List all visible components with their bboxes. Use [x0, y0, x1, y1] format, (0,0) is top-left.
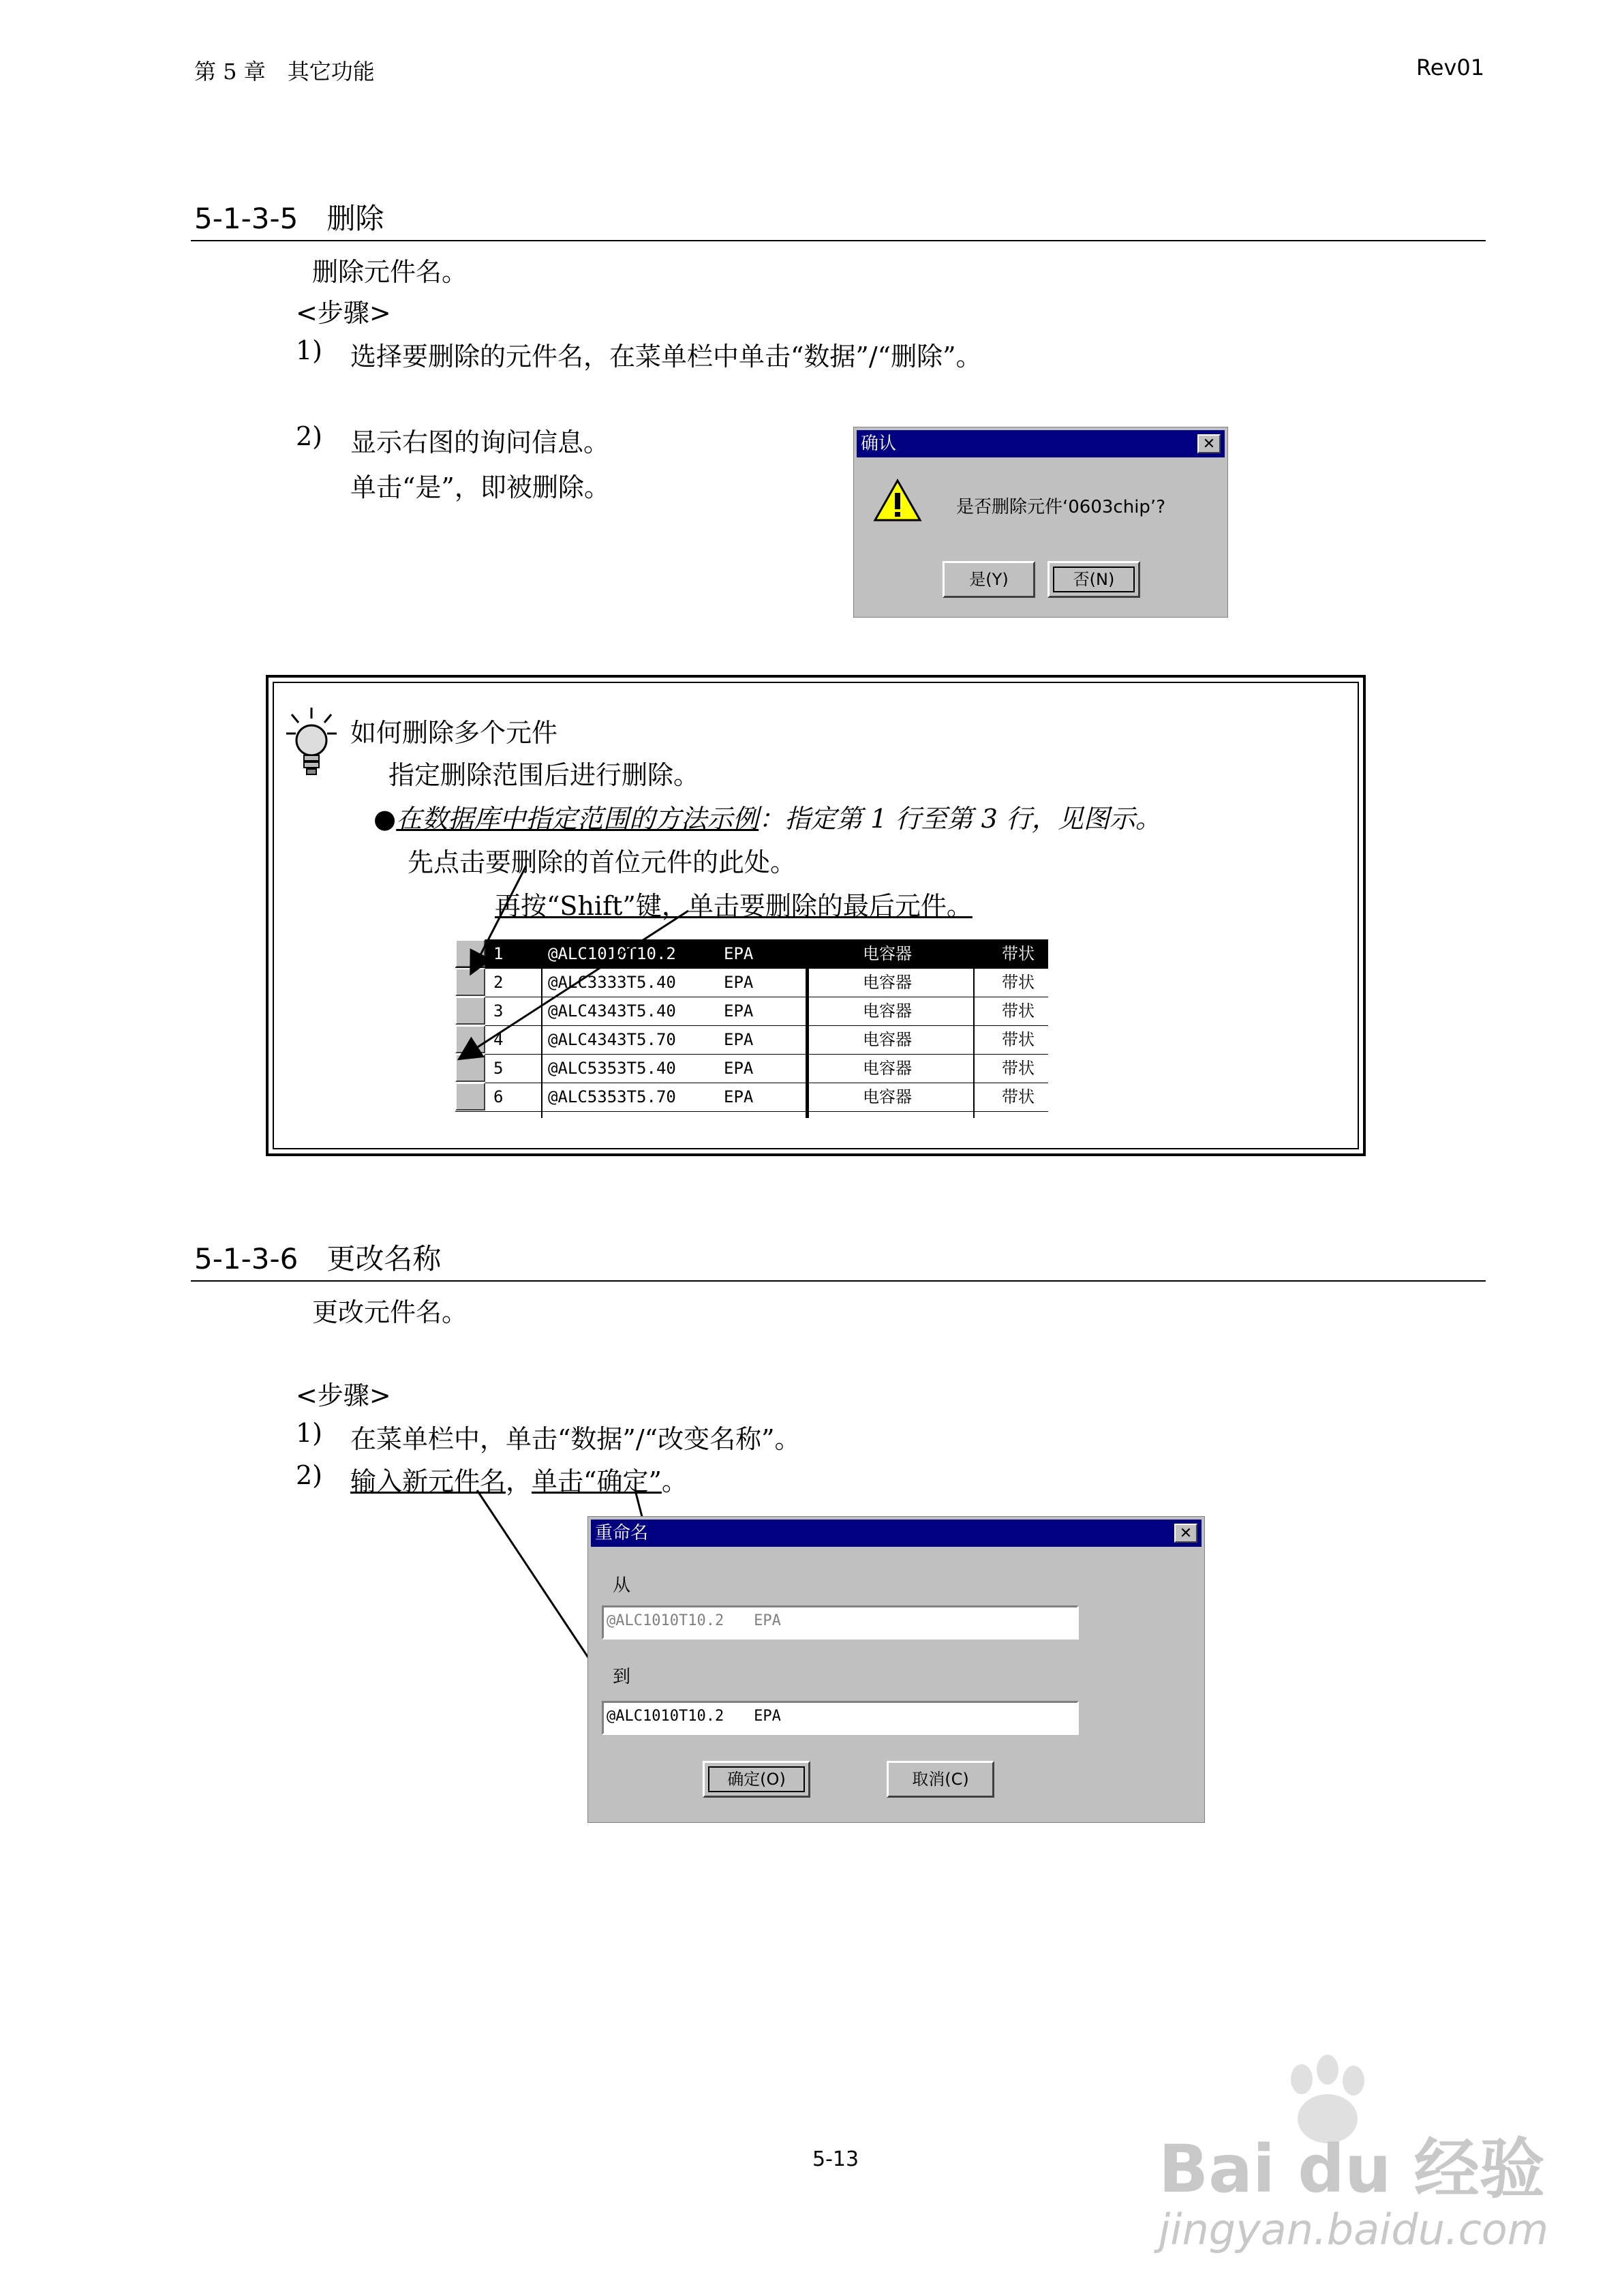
yes-button[interactable]: 是(Y): [943, 561, 1035, 598]
step-text: 选择要删除的元件名，在菜单栏中单击“数据”/“删除”。: [350, 342, 982, 372]
steps-label: <步骤>: [296, 298, 391, 328]
part-type: EPA: [724, 1030, 754, 1049]
row-number: 5: [493, 1059, 504, 1078]
part-name: @ALC4343T5.40: [548, 1001, 676, 1021]
part-packaging: 带状: [1002, 1087, 1035, 1106]
tip-line: 先点击要删除的首位元件的此处。: [408, 847, 797, 877]
from-label: 从: [613, 1575, 631, 1596]
part-type: EPA: [724, 1087, 754, 1106]
part-category: 电容器: [863, 973, 912, 992]
tip-title: 如何删除多个元件: [350, 718, 558, 748]
dialog-title: 确认: [861, 434, 897, 454]
header-chapter: 第 5 章 其它功能: [194, 59, 375, 85]
section-divider: [191, 1280, 1486, 1282]
example-detail: ：指定第 1 行至第 3 行，见图示。: [759, 804, 1161, 834]
part-packaging: 带状: [1002, 973, 1035, 992]
step-number: 1): [296, 335, 323, 365]
step-part: 输入新元件名: [350, 1466, 506, 1496]
row-number: 1: [493, 944, 504, 963]
dialog-message: 是否删除元件‘0603chip’?: [956, 497, 1165, 517]
from-field: @ALC1010T10.2 EPA: [602, 1605, 1079, 1640]
step-part: 。: [661, 1466, 688, 1496]
step-text: 单击“是”，即被删除。: [350, 472, 610, 502]
section-intro: 更改元件名。: [312, 1297, 468, 1327]
tip-line: 指定删除范围后进行删除。: [388, 760, 700, 790]
tip-line: 再按“Shift”键，单击要删除的最后元件。: [495, 891, 973, 921]
section-title-rename: 5-1-3-6 更改名称: [194, 1242, 442, 1275]
step-text: 显示右图的询问信息。: [350, 427, 610, 457]
part-type: EPA: [724, 1001, 754, 1021]
part-name: @ALC5353T5.70: [548, 1087, 676, 1106]
step-part: 单击“确定”: [532, 1466, 662, 1496]
bullet: ●: [373, 804, 397, 834]
no-button[interactable]: 否(N): [1047, 561, 1140, 598]
close-button[interactable]: ✕: [1197, 434, 1221, 453]
row-number: 4: [493, 1030, 504, 1049]
part-category: 电容器: [863, 1030, 912, 1049]
arrow-first-row: [472, 866, 526, 972]
part-category: 电容器: [863, 944, 912, 963]
part-type: EPA: [724, 973, 754, 992]
part-category: 电容器: [863, 1087, 912, 1106]
part-category: 电容器: [863, 1001, 912, 1021]
part-packaging: 带状: [1002, 1001, 1035, 1021]
part-name: @ALC3333T5.40: [548, 973, 676, 992]
row-number: 6: [493, 1087, 504, 1106]
part-packaging: 带状: [1002, 1059, 1035, 1078]
ok-button[interactable]: 确定(O): [703, 1761, 810, 1798]
rename-dialog: [587, 1516, 1205, 1823]
step-number: 2): [296, 421, 323, 451]
dialog-titlebar: [591, 1520, 1202, 1547]
section-title-delete: 5-1-3-5 删除: [194, 202, 384, 235]
new-name-input[interactable]: @ALC1010T10.2 EPA: [602, 1701, 1079, 1735]
header-revision: Rev01: [1416, 55, 1485, 80]
part-name: @ALC4343T5.70: [548, 1030, 676, 1049]
part-category: 电容器: [863, 1059, 912, 1078]
part-name: @ALC1010T10.2: [548, 944, 676, 963]
part-type: EPA: [724, 1059, 754, 1078]
row-number: 3: [493, 1001, 504, 1021]
step-number: 1): [296, 1418, 323, 1448]
step-part: ，: [506, 1466, 532, 1496]
close-button[interactable]: ✕: [1174, 1524, 1197, 1543]
dialog-title: 重命名: [595, 1523, 649, 1543]
step-text: 在菜单栏中，单击“数据”/“改变名称”。: [350, 1424, 801, 1454]
to-label: 到: [613, 1667, 631, 1687]
arrow-last-row: [461, 911, 688, 1058]
part-type: EPA: [724, 944, 754, 963]
step-text: [350, 1460, 688, 1498]
part-packaging: 带状: [1002, 1030, 1035, 1049]
row-number: 2: [493, 973, 504, 992]
watermark-brand: Bai du 经验: [1159, 2131, 1545, 2207]
section-intro: 删除元件名。: [312, 257, 468, 287]
steps-label: <步骤>: [296, 1380, 391, 1410]
example-label: 在数据库中指定范围的方法示例: [396, 804, 759, 834]
cancel-button[interactable]: 取消(C): [887, 1761, 994, 1798]
part-packaging: 带状: [1002, 944, 1035, 963]
part-name: @ALC5353T5.40: [548, 1059, 676, 1078]
watermark-url: jingyan.baidu.com: [1159, 2205, 1549, 2254]
step-number: 2): [296, 1460, 323, 1490]
page-number: 5-13: [812, 2147, 859, 2171]
